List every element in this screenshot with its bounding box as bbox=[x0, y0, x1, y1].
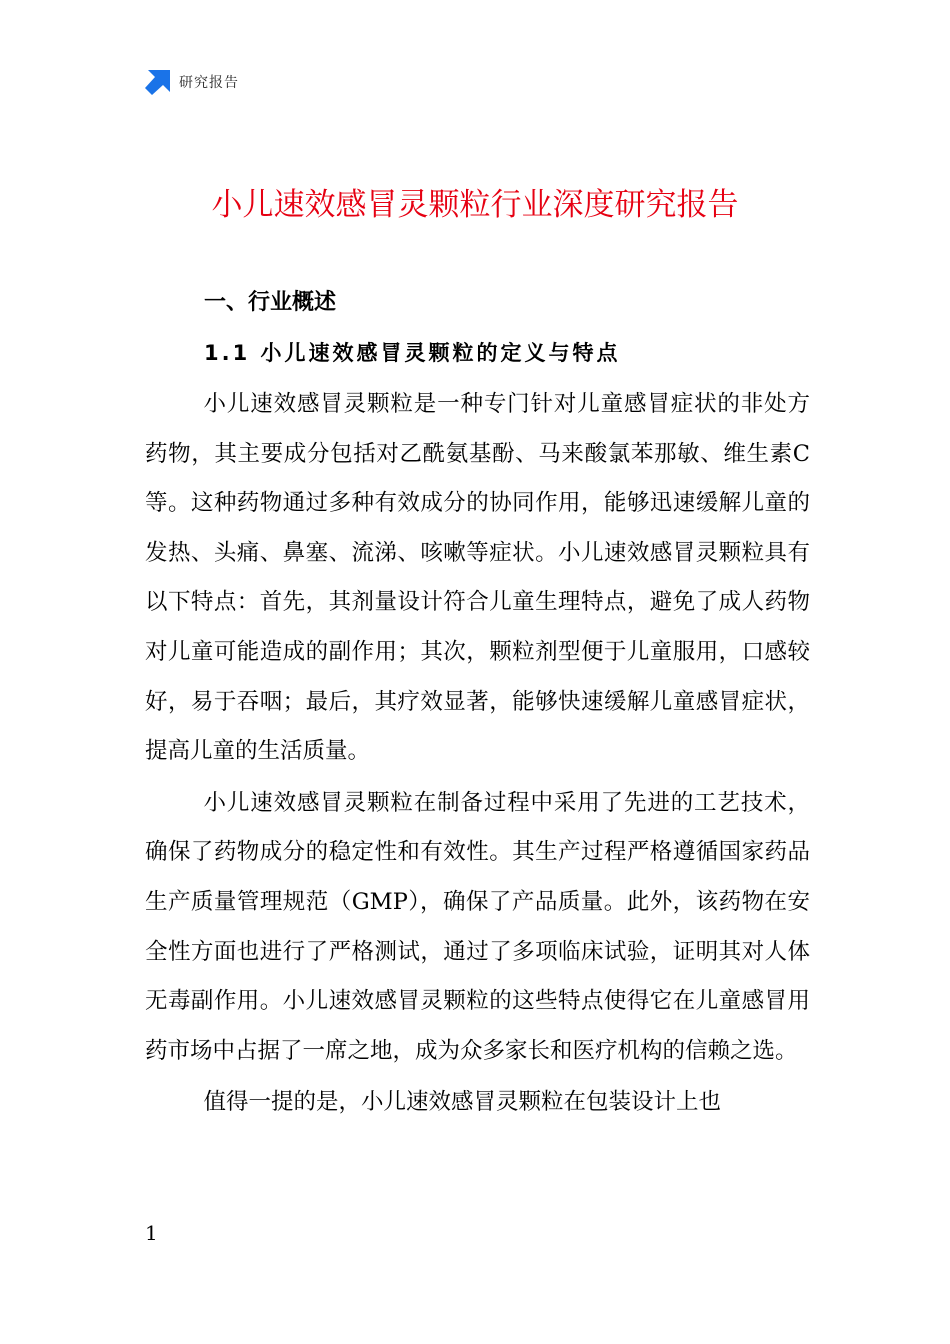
paragraph: 值得一提的是，小儿速效感冒灵颗粒在包装设计上也 bbox=[203, 1089, 722, 1116]
arrow-up-right-icon bbox=[145, 69, 171, 95]
document-title: 小儿速效感冒灵颗粒行业深度研究报告 bbox=[211, 187, 739, 223]
section-heading: 一、行业概述 bbox=[204, 290, 337, 315]
paragraph: 小儿速效感冒灵颗粒在制备过程中采用了先进的工艺技术，确保了药物成分的稳定性和有效性。其生产过程严格遵循国家药品生产质量管理规范（GMP），确保了产品质量。此外，该药物在安全性方面也进行了严格测试，通过了多项临床试验，证明其对人体无毒副作用。小儿速效感冒灵颗粒的这些特点使得它在儿童感冒用药市场中占据了一席之地，成为众多家长和医疗机构的信赖之选。 bbox=[145, 789, 810, 1064]
header-label: 研究报告 bbox=[179, 75, 239, 91]
subsection-heading: 1.1 小儿速效感冒灵颗粒的定义与特点 bbox=[204, 341, 621, 365]
body-text bbox=[145, 380, 810, 1128]
report-header bbox=[145, 68, 239, 96]
page-number: 1 bbox=[145, 1221, 158, 1245]
paragraph: 小儿速效感冒灵颗粒是一种专门针对儿童感冒症状的非处方药物，其主要成分包括对乙酰氨基酚、马来酸氯苯那敏、维生素C等。这种药物通过多种有效成分的协同作用，能够迅速缓解儿童的发热、头痛、鼻塞、流涕、咳嗽等症状。小儿速效感冒灵颗粒具有以下特点：首先，其剂量设计符合儿童生理特点，避免了成人药物对儿童可能造成的副作用；其次，颗粒剂型便于儿童服用，口感较好，易于吞咽；最后，其疗效显著，能够快速缓解儿童感冒症状，提高儿童的生活质量。 bbox=[145, 391, 810, 765]
